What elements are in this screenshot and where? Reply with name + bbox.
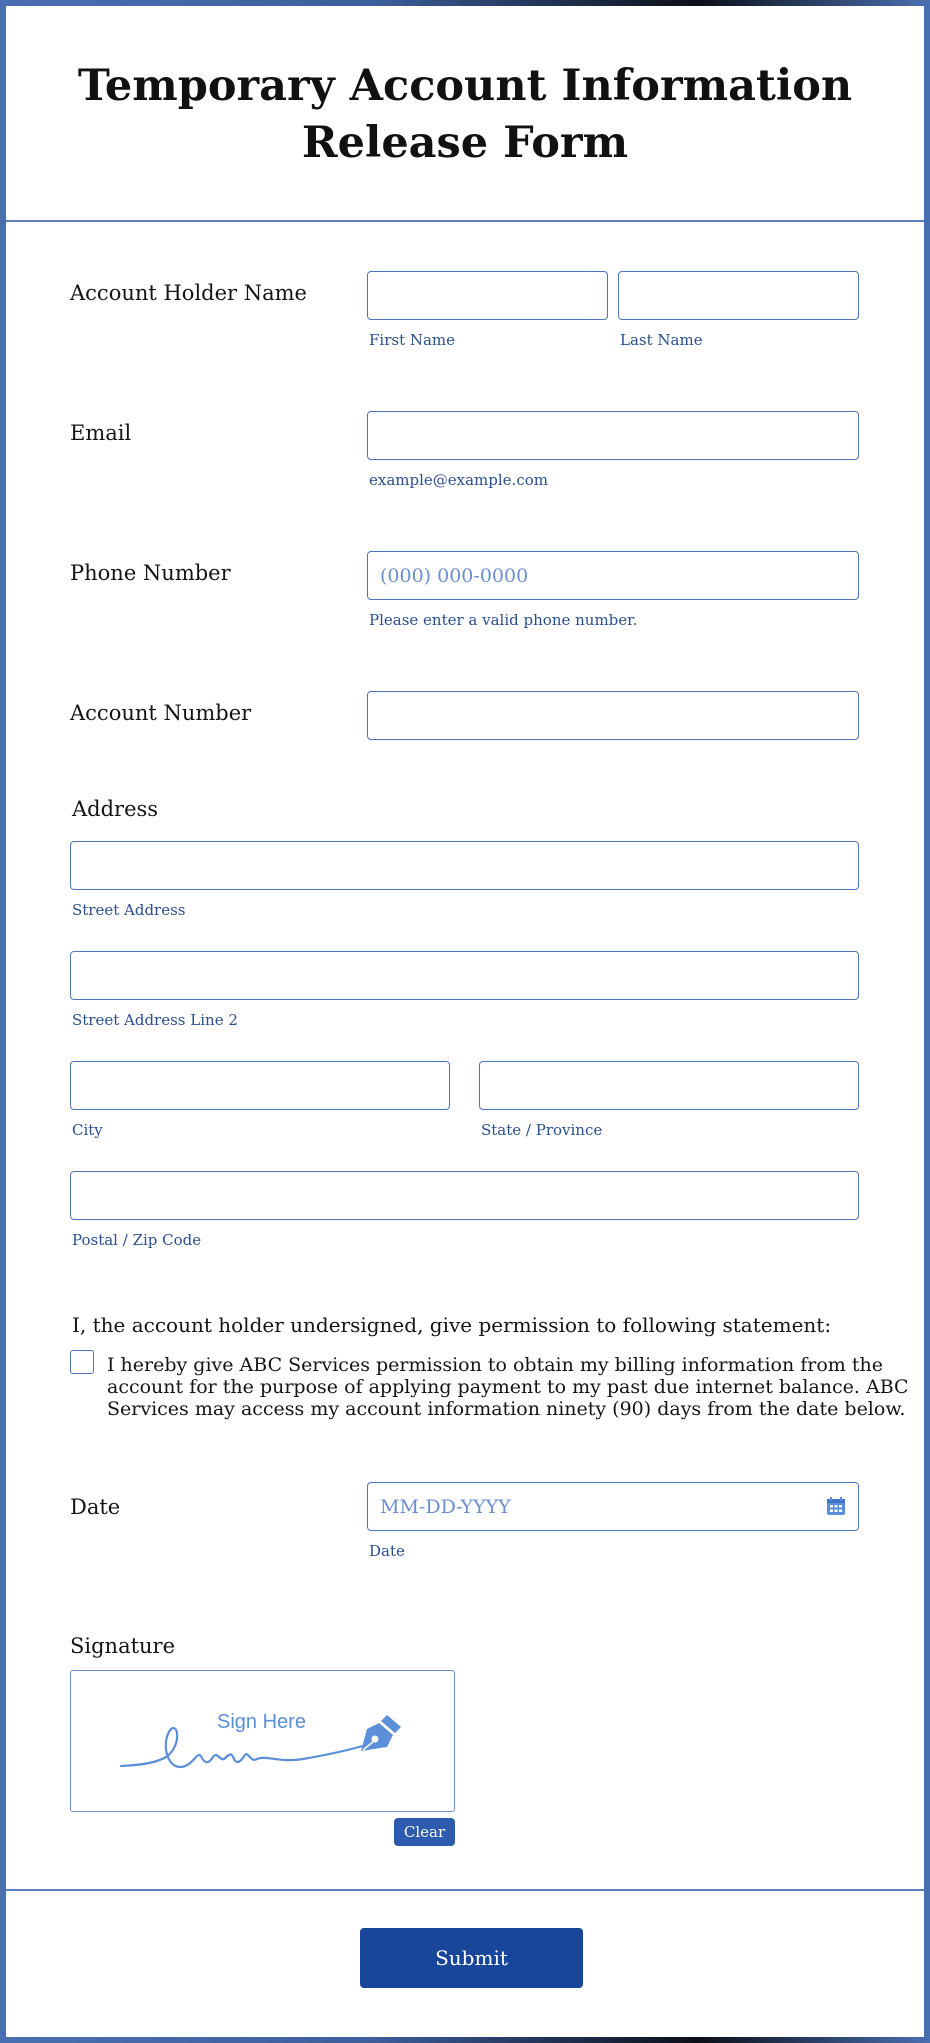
last-name-sublabel: Last Name — [620, 331, 703, 349]
date-sublabel: Date — [369, 1542, 405, 1560]
page-title — [6, 58, 924, 172]
phone-number-sublabel: Please enter a valid phone number. — [369, 611, 638, 629]
form-card — [6, 6, 924, 2037]
consent-line-2: account for the purpose of applying payment to my past due internet balance. ABC — [107, 1376, 909, 1398]
email-input[interactable] — [367, 411, 859, 460]
page-title-text: Temporary Account Information Release Form — [77, 61, 853, 168]
city-sublabel: City — [72, 1121, 103, 1139]
city-input[interactable] — [70, 1061, 450, 1110]
state-province-input[interactable] — [479, 1061, 859, 1110]
footer-divider — [6, 1889, 924, 1891]
state-province-sublabel: State / Province — [481, 1121, 603, 1139]
street-address-input[interactable] — [70, 841, 859, 890]
phone-number-label: Phone Number — [70, 561, 231, 585]
date-label: Date — [70, 1495, 121, 1519]
account-holder-name-label: Account Holder Name — [70, 281, 307, 305]
email-sublabel: example@example.com — [369, 471, 548, 489]
consent-line-3: Services may access my account information ninety (90) days from the date below. — [107, 1398, 906, 1420]
account-number-input[interactable] — [367, 691, 859, 740]
consent-checkbox[interactable] — [70, 1350, 94, 1374]
pen-nib-icon — [357, 1711, 405, 1753]
window-bottom-edge — [0, 2037, 930, 2043]
consent-line-1: I hereby give ABC Services permission to obtain my billing information from the — [107, 1354, 883, 1376]
postal-zip-input[interactable] — [70, 1171, 859, 1220]
last-name-input[interactable] — [618, 271, 859, 320]
phone-number-input[interactable] — [367, 551, 859, 600]
email-label: Email — [70, 421, 132, 445]
sign-here-text: Sign Here — [217, 1711, 306, 1733]
address-label: Address — [72, 797, 159, 821]
consent-statement — [107, 1354, 909, 1420]
consent-heading: I, the account holder undersigned, give permission to following statement: — [72, 1313, 832, 1337]
signature-clear-button[interactable]: Clear — [394, 1818, 455, 1846]
first-name-input[interactable] — [367, 271, 608, 320]
header-divider — [6, 220, 924, 222]
calendar-icon[interactable] — [826, 1496, 846, 1516]
street-address-sublabel: Street Address — [72, 901, 186, 919]
first-name-sublabel: First Name — [369, 331, 456, 349]
postal-zip-sublabel: Postal / Zip Code — [72, 1231, 202, 1249]
signature-pad[interactable] — [70, 1670, 455, 1812]
signature-label: Signature — [70, 1634, 176, 1658]
date-placeholder: MM-DD-YYYY — [380, 1495, 511, 1518]
date-input[interactable] — [367, 1482, 859, 1531]
submit-button[interactable]: Submit — [360, 1928, 583, 1988]
phone-number-placeholder: (000) 000-0000 — [380, 564, 529, 587]
street-address-line2-input[interactable] — [70, 951, 859, 1000]
account-number-label: Account Number — [70, 701, 252, 725]
street-address-line2-sublabel: Street Address Line 2 — [72, 1011, 238, 1029]
